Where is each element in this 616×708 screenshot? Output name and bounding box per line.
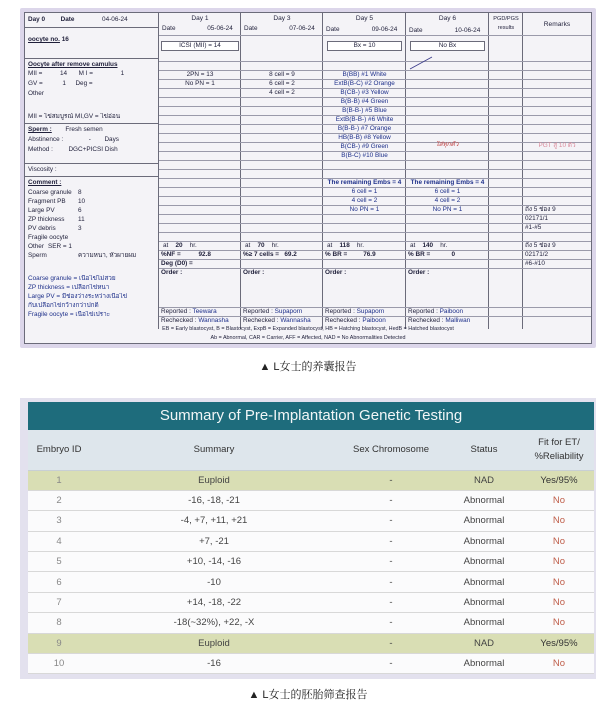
table-row: 3 -4, +7, +11, +21 - Abnormal No: [28, 511, 594, 531]
day5-date: 09-06-24: [371, 26, 398, 33]
embryo-grade: HB(B-B) #8 Yellow: [338, 134, 391, 141]
day3-header: Day 3: [273, 15, 291, 22]
viscosity-label: Viscosity :: [28, 166, 57, 173]
remaining-day6: No PN = 1: [432, 206, 463, 213]
m1-value: 1: [120, 70, 125, 77]
reported: Reported : Teewara: [161, 308, 217, 315]
comment-row: Coarse granule 8: [28, 189, 82, 196]
pink-note: PGT สู่ 10 ตัว: [538, 142, 576, 149]
embryo-grade: B(B-B) #4 Green: [340, 98, 389, 105]
thai-note: MII = ไข่สมบูรณ์ MI,GV = ไข่อ่อน: [28, 113, 121, 120]
table-row: 2 -16, -18, -21 - Abnormal No: [28, 490, 594, 510]
oocyte-panel: [25, 13, 159, 329]
abstinence-unit: Days: [104, 136, 119, 143]
day6-date: 10-06-24: [454, 27, 481, 34]
day3-nf: %≥ 7 cells = 69.2: [243, 251, 297, 258]
remark-line: ถัง 5 ช่อง 9: [525, 206, 556, 213]
culture-report-photo: [20, 8, 596, 348]
comment-row: Fragment PB 10: [28, 198, 86, 205]
order-label: Order :: [325, 269, 347, 276]
thai-comment: ZP thickness = เปลือกไข่หนา: [28, 284, 110, 291]
day3-cell: 6 cell = 2: [269, 80, 295, 87]
day1-date-label: Date: [162, 25, 176, 32]
day6-br: % BR = 0: [408, 251, 456, 258]
remark-line: 02171/2: [525, 251, 549, 258]
comment-row: Fragile oocyte: [28, 234, 69, 241]
gv-value: 1: [62, 80, 66, 87]
embryo-grade: ExtB(B-B-) #6 White: [335, 116, 394, 123]
deg-d0: Deg (D0) =: [161, 260, 193, 267]
remaining-header-day6: The remaining Embs = 4: [410, 179, 485, 186]
pgt-report-photo: [20, 398, 596, 679]
embryo-grade: B(CB-) #3 Yellow: [340, 89, 389, 96]
remaining-day6: 4 cell = 2: [434, 197, 461, 204]
day6-nobx-box: No Bx: [410, 41, 485, 51]
day6-date-label: Date: [409, 27, 423, 34]
reported: Reported : Supaporn: [243, 308, 303, 315]
nopn-value: No PN = 1: [185, 80, 215, 87]
thai-comment: Large PV = มีช่องว่างระหว่างเนื้อไข่: [28, 293, 128, 300]
pgd-header-1: PGD/PGS: [493, 16, 519, 22]
remark-line: #1-#5: [525, 224, 542, 231]
abstinence-dash: -: [88, 136, 91, 143]
day3-date-label: Date: [244, 25, 258, 32]
col-fit: Fit for ET/ %Reliability: [524, 430, 594, 470]
abstinence-label: Abstinence :: [28, 136, 64, 143]
embryo-grade: B(BB) #1 White: [342, 71, 387, 78]
remaining-day5: No PN = 1: [349, 206, 380, 213]
day1-header: Day 1: [191, 15, 209, 22]
reported: Reported : Paiboon: [408, 308, 464, 315]
handwritten-note: ใส่ทุกตัว: [435, 141, 459, 148]
day3-date: 07-06-24: [289, 25, 315, 32]
rechecked: Rechecked : Wannasha: [161, 317, 229, 324]
table-row: 10 -16 - Abnormal No: [28, 654, 594, 674]
pgt-title: Summary of Pre-Implantation Genetic Testing: [28, 402, 594, 430]
col-status: Status: [444, 430, 524, 470]
remark-line: 02171/1: [525, 215, 549, 222]
sperm-label: Sperm :: [28, 126, 52, 133]
day0-line: [28, 16, 156, 24]
m2-value: 14: [59, 70, 68, 77]
day3-cell: 8 cell = 9: [269, 71, 295, 78]
table-row: 5 +10, -14, -16 - Abnormal No: [28, 552, 594, 572]
table-row: 1 Euploid - NAD Yes/95%: [28, 470, 594, 490]
pgd-header-2: results: [497, 25, 515, 31]
other-label: Other: [28, 90, 44, 97]
embryo-grade: B(B-B-) #7 Orange: [337, 125, 392, 132]
culture-report-sheet: [24, 12, 592, 344]
col-embryo-id: Embryo ID: [28, 430, 90, 470]
caption-pgt-report: ▲ L女士的胚胎筛查报告: [248, 689, 368, 701]
table-row: 7 +14, -18, -22 - Abnormal No: [28, 592, 594, 612]
rechecked: Rechecked : Wannasha: [243, 317, 311, 324]
day5-date-label: Date: [326, 26, 340, 33]
order-label: Order :: [243, 269, 265, 276]
order-label: Order :: [408, 269, 430, 276]
table-row: 8 -18(~32%), +22, -X - Abnormal No: [28, 613, 594, 633]
oocyte-no-label: oocyte no.: [28, 36, 60, 43]
oocyte-no-line: [28, 36, 156, 44]
pn2-value: 2PN = 13: [186, 71, 214, 78]
remark-line: ถัง 5 ช่อง 9: [525, 242, 556, 249]
date-value: 04-06-24: [102, 16, 128, 23]
sperm-note-line: Sperm ความหนา, หัวผายผม: [28, 252, 137, 259]
caption-culture-report: ▲ L女士的养囊报告: [259, 361, 357, 373]
day3-cell: 4 cell = 2: [269, 89, 295, 96]
day3-at: at 70 hr.: [245, 242, 279, 249]
comment-row: PV debris 3: [28, 225, 82, 232]
table-row: 9 Euploid - NAD Yes/95%: [28, 633, 594, 653]
remaining-day5: 6 cell = 1: [351, 188, 378, 195]
method-value: DGC+PICSI Dish: [68, 146, 118, 153]
m1-label: M I =: [78, 70, 94, 77]
comment-label: Comment :: [28, 179, 62, 186]
day6-header: Day 6: [438, 15, 457, 22]
sperm-value: Fresh semen: [65, 126, 103, 133]
day5-bx-box: Bx = 10: [327, 41, 402, 51]
day1-date: 05-06-24: [207, 25, 233, 32]
thai-comment: กับเปลือกไข่กว้างกว่าปกติ: [28, 302, 99, 309]
thai-comment: Fragile oocyte = เนื้อไข่เปราะ: [28, 311, 111, 318]
deg-label: Deg =: [75, 80, 93, 87]
remaining-day5: 4 cell = 2: [351, 197, 378, 204]
m2-label: MII =: [28, 70, 43, 77]
date-label: Date: [60, 16, 75, 23]
after-remove-label: Oocyte after remove camulus: [28, 61, 118, 68]
remark-line: #6-#10: [525, 260, 545, 267]
legend-line-2: Ab = Abnormal, CAR = Carrier, AFF = Affected, NAD = No Abnormalities Detected: [210, 334, 406, 341]
table-row: 4 +7, -21 - Abnormal No: [28, 531, 594, 551]
comment-row: Other SER = 1: [28, 243, 72, 250]
order-label: Order :: [161, 269, 183, 276]
icsi-box: ICSI (MII) = 14: [161, 41, 239, 51]
rechecked: Rechecked : Malliwan: [408, 317, 471, 324]
comment-row: Large PV 6: [28, 207, 82, 214]
col-summary: Summary: [90, 430, 338, 470]
embryo-grade: ExtB(B-C) #2 Orange: [334, 80, 395, 87]
day5-header: Day 5: [355, 15, 374, 22]
remarks-header: Remarks: [543, 21, 571, 28]
pgt-table: [28, 430, 594, 674]
embryo-grade: B(B-C) #10 Blue: [341, 152, 388, 159]
embryo-grade: B(B-B-) #5 Blue: [342, 107, 387, 114]
gv-label: GV =: [28, 80, 43, 87]
comment-row: ZP thickness 11: [28, 216, 85, 223]
day5-br: % BR = 76.9: [325, 251, 376, 258]
reported: Reported : Supaporn: [325, 308, 385, 315]
col-sex: Sex Chromosome: [338, 430, 444, 470]
day0-label: Day 0: [28, 16, 46, 23]
method-label: Method :: [28, 146, 53, 153]
remaining-header-day5: The remaining Embs = 4: [327, 179, 402, 186]
embryo-grade: B(CB-) #9 Green: [340, 143, 389, 150]
handwritten-stroke-mark: [408, 53, 436, 73]
day1-nf: %NF = 92.8: [161, 251, 211, 258]
legend-line-1: EB = Early blastocyst, B = Blastocyst, ExpB = Expanded blastocyst, HB = Hatching blastocyst, HedB = Hatched blastocyst: [162, 325, 454, 332]
remaining-day6: 6 cell = 1: [434, 188, 461, 195]
table-row: 6 -10 - Abnormal No: [28, 572, 594, 592]
rechecked: Rechecked : Paiboon: [325, 317, 386, 324]
thai-comment: Coarse granule = เนื้อไข่ไม่สวย: [28, 275, 116, 282]
day6-at: at 140 hr.: [410, 242, 448, 249]
culture-grid: [159, 13, 591, 329]
day5-at: at 118 hr.: [327, 242, 364, 249]
oocyte-no-value: 16: [61, 36, 69, 43]
day1-at: at 20 hr.: [163, 242, 197, 249]
